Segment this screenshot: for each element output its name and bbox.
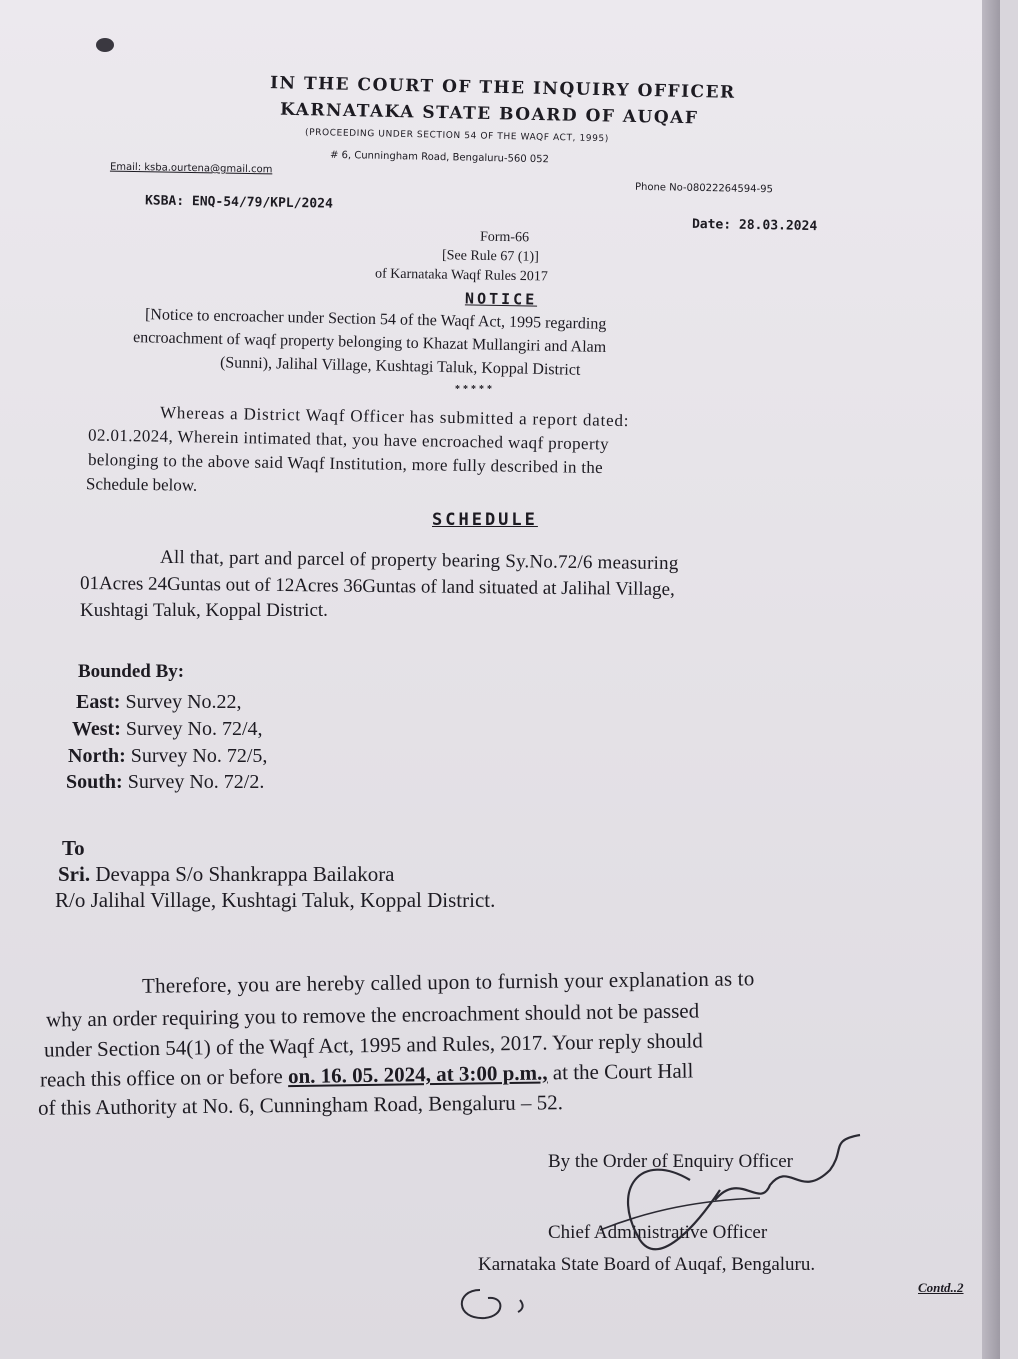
- to-label: To: [62, 836, 85, 860]
- notice-title: NOTICE: [464, 289, 538, 309]
- separator: *****: [455, 384, 495, 395]
- boundary-south: South: Survey No. 72/2.: [66, 771, 265, 793]
- therefore-line: of this Authority at No. 6, Cunningham Road, Bengaluru – 52.: [37, 1090, 564, 1120]
- rules-reference: of Karnataka Waqf Rules 2017: [374, 266, 548, 285]
- therefore-line: why an order requiring you to remove the encroachment should not be passed: [45, 998, 700, 1032]
- board-title: KARNATAKA STATE BOARD OF AUQAF: [279, 99, 699, 129]
- by-order-line: By the Order of Enquiry Officer: [548, 1151, 793, 1172]
- bounded-by-heading: Bounded By:: [78, 661, 185, 682]
- notice-subject-line: encroachment of waqf property belonging to Khazat Mullangiri and Alam: [132, 329, 607, 356]
- schedule-title: SCHEDULE: [432, 510, 538, 530]
- whereas-line: Whereas a District Waqf Officer has submitted a report dated:: [159, 402, 630, 431]
- court-title: IN THE COURT OF THE INQUIRY OFFICER: [269, 73, 736, 103]
- proceeding-line: (PROCEEDING UNDER SECTION 54 OF THE WAQF ACT, 1995): [304, 127, 610, 145]
- therefore-line: under Section 54(1) of the Waqf Act, 1995 and Rules, 2017. Your reply should: [43, 1028, 703, 1062]
- notice-subject-line: [Notice to encroacher under Section 54 of the Waqf Act, 1995 regarding: [144, 306, 607, 333]
- boundary-east: East: Survey No.22,: [76, 691, 242, 713]
- office-line: Karnataka State Board of Auqaf, Bengaluru.: [478, 1254, 816, 1275]
- notice-subject-line: (Sunni), Jalihal Village, Kushtagi Taluk, Koppal District: [219, 354, 581, 379]
- schedule-line: 01Acres 24Guntas out of 12Acres 36Guntas of land situated at Jalihal Village,: [79, 572, 675, 601]
- whereas-line: 02.01.2024, Wherein intimated that, you have encroached waqf property: [87, 425, 610, 454]
- whereas-line: Schedule below.: [85, 474, 198, 495]
- notice-date: Date: 28.03.2024: [691, 216, 818, 235]
- office-email: Email: ksba.ourtena@gmail.com: [109, 161, 273, 176]
- hearing-date: on. 16. 05. 2024, at 3:00 p.m.,: [287, 1060, 548, 1089]
- designation-line: Chief Administrative Officer: [548, 1222, 768, 1243]
- schedule-line: Kushtagi Taluk, Koppal District.: [80, 600, 328, 621]
- addressee-name: Sri. Devappa S/o Shankrappa Bailakora: [58, 862, 395, 886]
- form-rule: [See Rule 67 (1)]: [441, 248, 539, 265]
- therefore-line: reach this office on or before on. 16. 05. 2024, at 3:00 p.m., at the Court Hall: [39, 1058, 694, 1092]
- addressee-address: R/o Jalihal Village, Kushtagi Taluk, Koppal District.: [55, 888, 496, 912]
- schedule-line: All that, part and parcel of property bearing Sy.No.72/6 measuring: [159, 546, 679, 575]
- boundary-west: West: Survey No. 72/4,: [72, 718, 263, 740]
- boundary-north: North: Survey No. 72/5,: [68, 745, 268, 767]
- therefore-line: Therefore, you are hereby called upon to furnish your explanation as to: [141, 966, 755, 998]
- form-number: Form-66: [479, 229, 530, 246]
- office-phone: Phone No-08022264594-95: [634, 181, 773, 196]
- whereas-line: belonging to the above said Waqf Institution, more fully described in the: [87, 449, 604, 478]
- office-address: # 6, Cunningham Road, Bengaluru-560 052: [329, 149, 550, 166]
- reference-number: KSBA: ENQ-54/79/KPL/2024: [144, 193, 333, 212]
- continued-note: Contd..2: [918, 1280, 964, 1295]
